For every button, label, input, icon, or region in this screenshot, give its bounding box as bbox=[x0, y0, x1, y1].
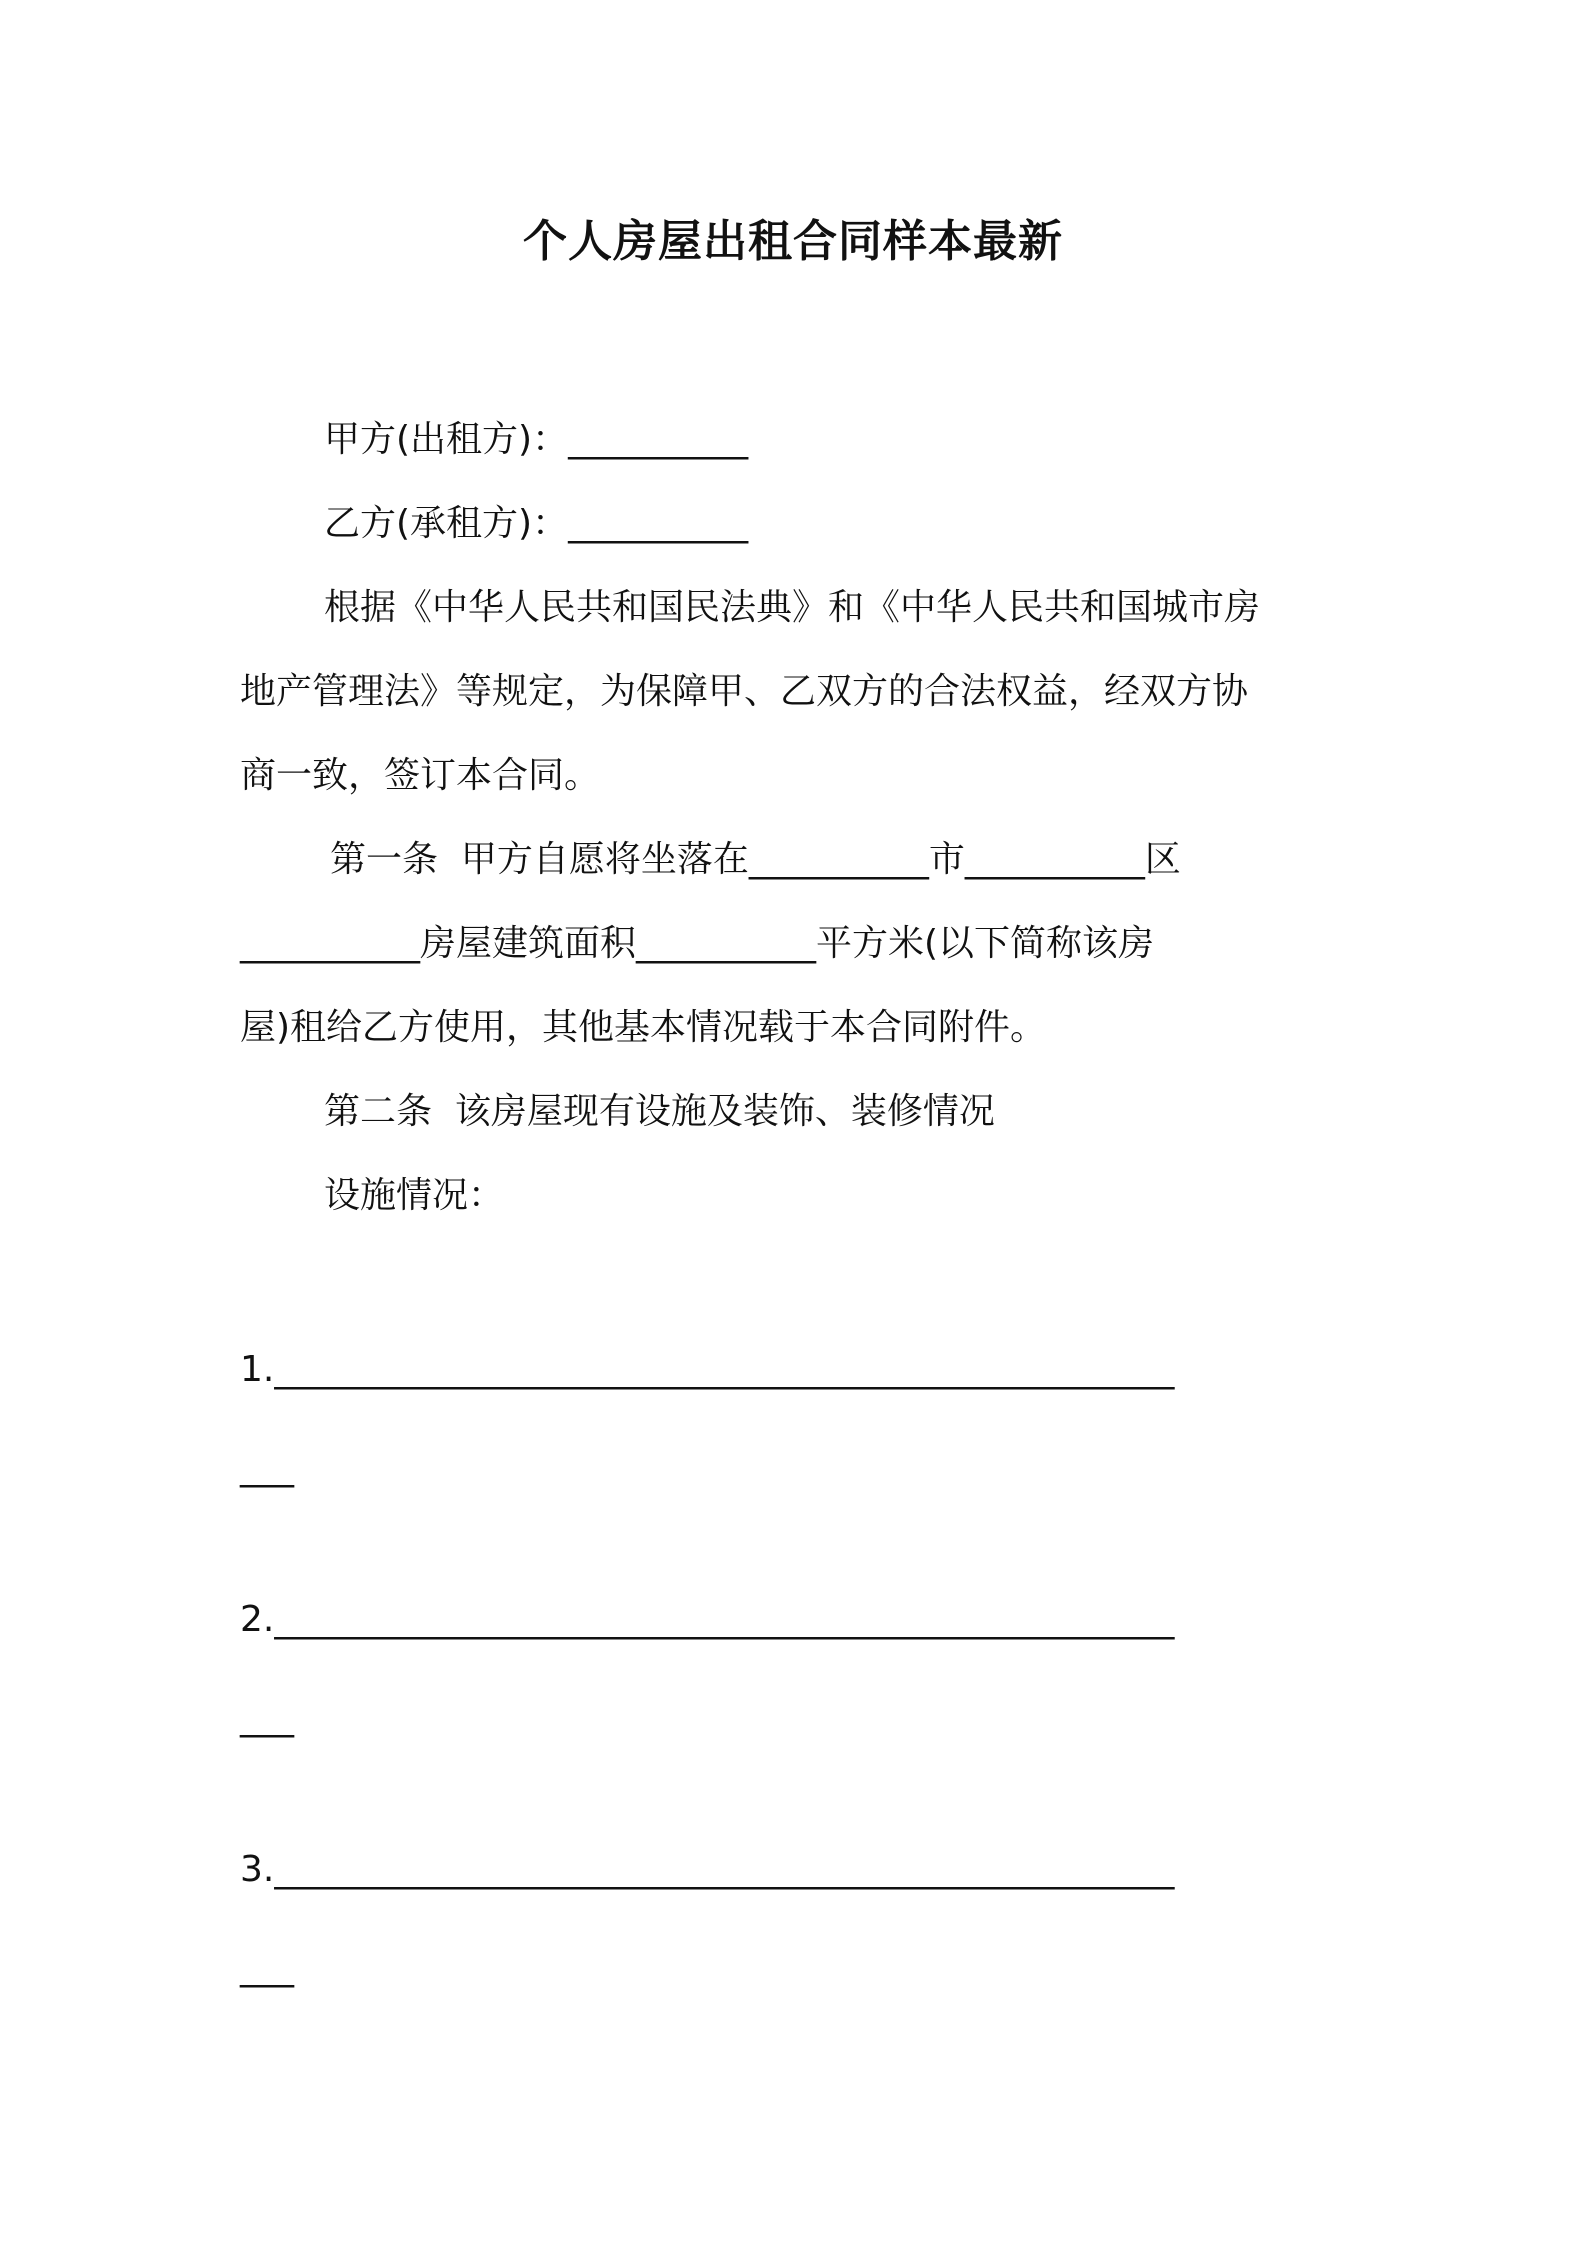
intro-line-1: 根据《中华人民共和国民法典》和《中华人民共和国城市房 bbox=[324, 587, 1261, 628]
list-item bbox=[240, 1340, 1175, 1488]
contract-body bbox=[240, 398, 1350, 1238]
list-item-continuation: ___ bbox=[240, 1697, 294, 1738]
article-2-label: 第二条 bbox=[324, 1091, 433, 1132]
list-item-main: 1.__________________________________________________ bbox=[240, 1349, 1175, 1390]
party-a-line: 甲方(出租方)：__________ bbox=[324, 419, 749, 460]
list-item-continuation: ___ bbox=[240, 1947, 294, 1988]
article-2-text: 该房屋现有设施及装饰、装修情况 bbox=[454, 1091, 995, 1132]
article-2-line bbox=[240, 1070, 1350, 1154]
document-title: 个人房屋出租合同样本最新 bbox=[523, 216, 1063, 267]
article-1-line-1 bbox=[240, 818, 1350, 902]
intro-line-2: 地产管理法》等规定，为保障甲、乙双方的合法权益，经双方协 bbox=[240, 671, 1249, 712]
article-1-line-2: __________房屋建筑面积__________平方米(以下简称该房 bbox=[240, 923, 1155, 964]
list-item bbox=[240, 1590, 1175, 1738]
article-1-label: 第一条 bbox=[330, 839, 439, 880]
facilities-label: 设施情况： bbox=[324, 1175, 505, 1216]
party-b-line: 乙方(承租方)：__________ bbox=[324, 503, 749, 544]
article-1-line-3: 屋)租给乙方使用，其他基本情况载于本合同附件。 bbox=[240, 1007, 1047, 1048]
list-item-main: 3.__________________________________________________ bbox=[240, 1849, 1175, 1890]
intro-line-3: 商一致，签订本合同。 bbox=[240, 755, 601, 796]
list-item-continuation: ___ bbox=[240, 1447, 294, 1488]
article-1-text-1: 甲方自愿将坐落在__________市__________区 bbox=[460, 839, 1181, 880]
list-item bbox=[240, 1840, 1175, 1988]
list-item-main: 2.__________________________________________________ bbox=[240, 1599, 1175, 1640]
